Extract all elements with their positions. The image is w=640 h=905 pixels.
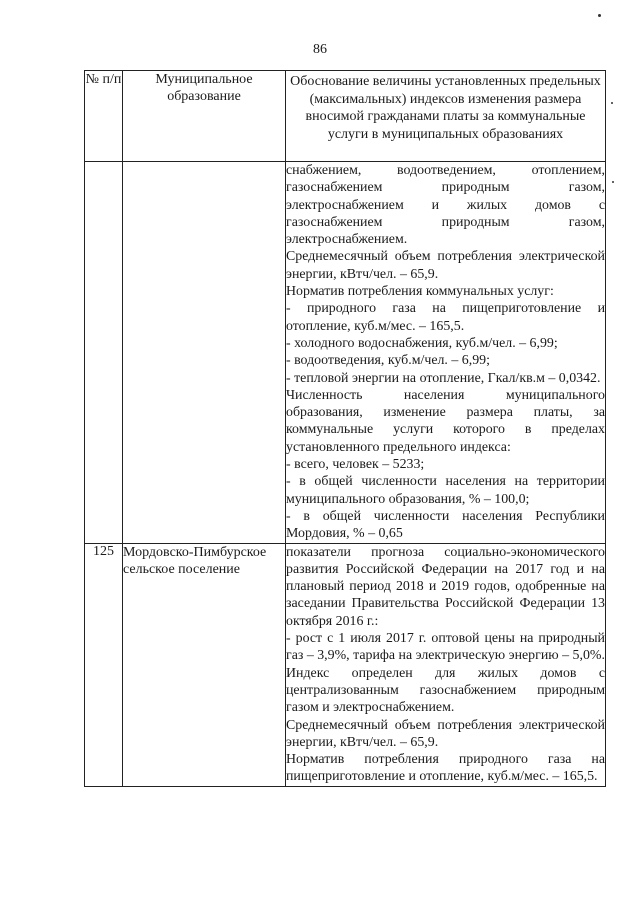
paragraph: - водоотведения, куб.м/чел. – 6,99; <box>286 353 490 369</box>
paragraph: - в общей численности населения Республики Мордовия, % – 0,65 <box>286 508 605 542</box>
paragraph: Численность населения муниципального образования, изменение размера платы, за коммунальные услуги которого в пределах установленного предельного индекса: <box>286 387 605 455</box>
row-number <box>85 162 123 544</box>
scan-speck <box>611 102 613 104</box>
paragraph: Индекс определен для жилых домов с централизованным газоснабжением природным газом и электроснабжением. <box>286 665 605 716</box>
paragraph: - рост с 1 июля 2017 г. оптовой цены на природный газ – 3,9%, тарифа на электрическую энергию – 5,0%. <box>286 631 605 664</box>
paragraph: снабжением, водоотведением, отоплением, газоснабжением природным газом, электроснабжением и жилых домов с газоснабжением природным газом, электроснабжением. <box>286 163 605 248</box>
paragraph: - в общей численности населения на территории муниципального образования, % – 100,0; <box>286 474 605 507</box>
paragraph: - тепловой энергии на отопление, Гкал/кв.м – 0,0342. <box>286 370 601 386</box>
paragraph: Норматив потребления природного газа на пищеприготовление и отопление, куб.м/мес. – 165,5. <box>286 752 605 785</box>
paragraph: - всего, человек – 5233; <box>286 457 425 473</box>
row-rationale <box>286 162 606 544</box>
table-row <box>85 162 606 544</box>
header-municipality: Муниципальное образование <box>123 71 286 162</box>
row-municipality <box>123 162 286 544</box>
row-number: 125 <box>85 543 123 786</box>
paragraph: - холодного водоснабжения, куб.м/чел. – 6,99; <box>286 335 558 351</box>
table-row <box>85 543 606 786</box>
row-rationale <box>286 543 606 786</box>
paragraph: - природного газа на пищеприготовление и отопление, куб.м/мес. – 165,5. <box>286 301 605 334</box>
rationale-table <box>84 70 606 787</box>
scan-speck <box>598 14 601 17</box>
paragraph: Среднемесячный объем потребления электрической энергии, кВтч/чел. – 65,9. <box>286 249 605 282</box>
header-rationale: Обоснование величины установленных предельных (максимальных) индексов изменения размера вносимой гражданами платы за коммунальные услуги в муниципальных образованиях <box>286 71 606 162</box>
table-header-row <box>85 71 606 162</box>
paragraph: Норматив потребления коммунальных услуг: <box>286 284 554 300</box>
scan-speck <box>612 181 614 183</box>
row-municipality: Мордовско-Пимбурское сельское поселение <box>123 543 286 786</box>
paragraph: Среднемесячный объем потребления электрической энергии, кВтч/чел. – 65,9. <box>286 717 605 750</box>
page-number: 86 <box>313 42 327 57</box>
paragraph: показатели прогноза социально-экономического развития Российской Федерации на 2017 год и на плановый период 2018 и 2019 годов, одобренные на заседании Правительства Российской Федерации 13 октября 2016 г.: <box>286 544 605 629</box>
header-number: № п/п <box>85 71 123 162</box>
